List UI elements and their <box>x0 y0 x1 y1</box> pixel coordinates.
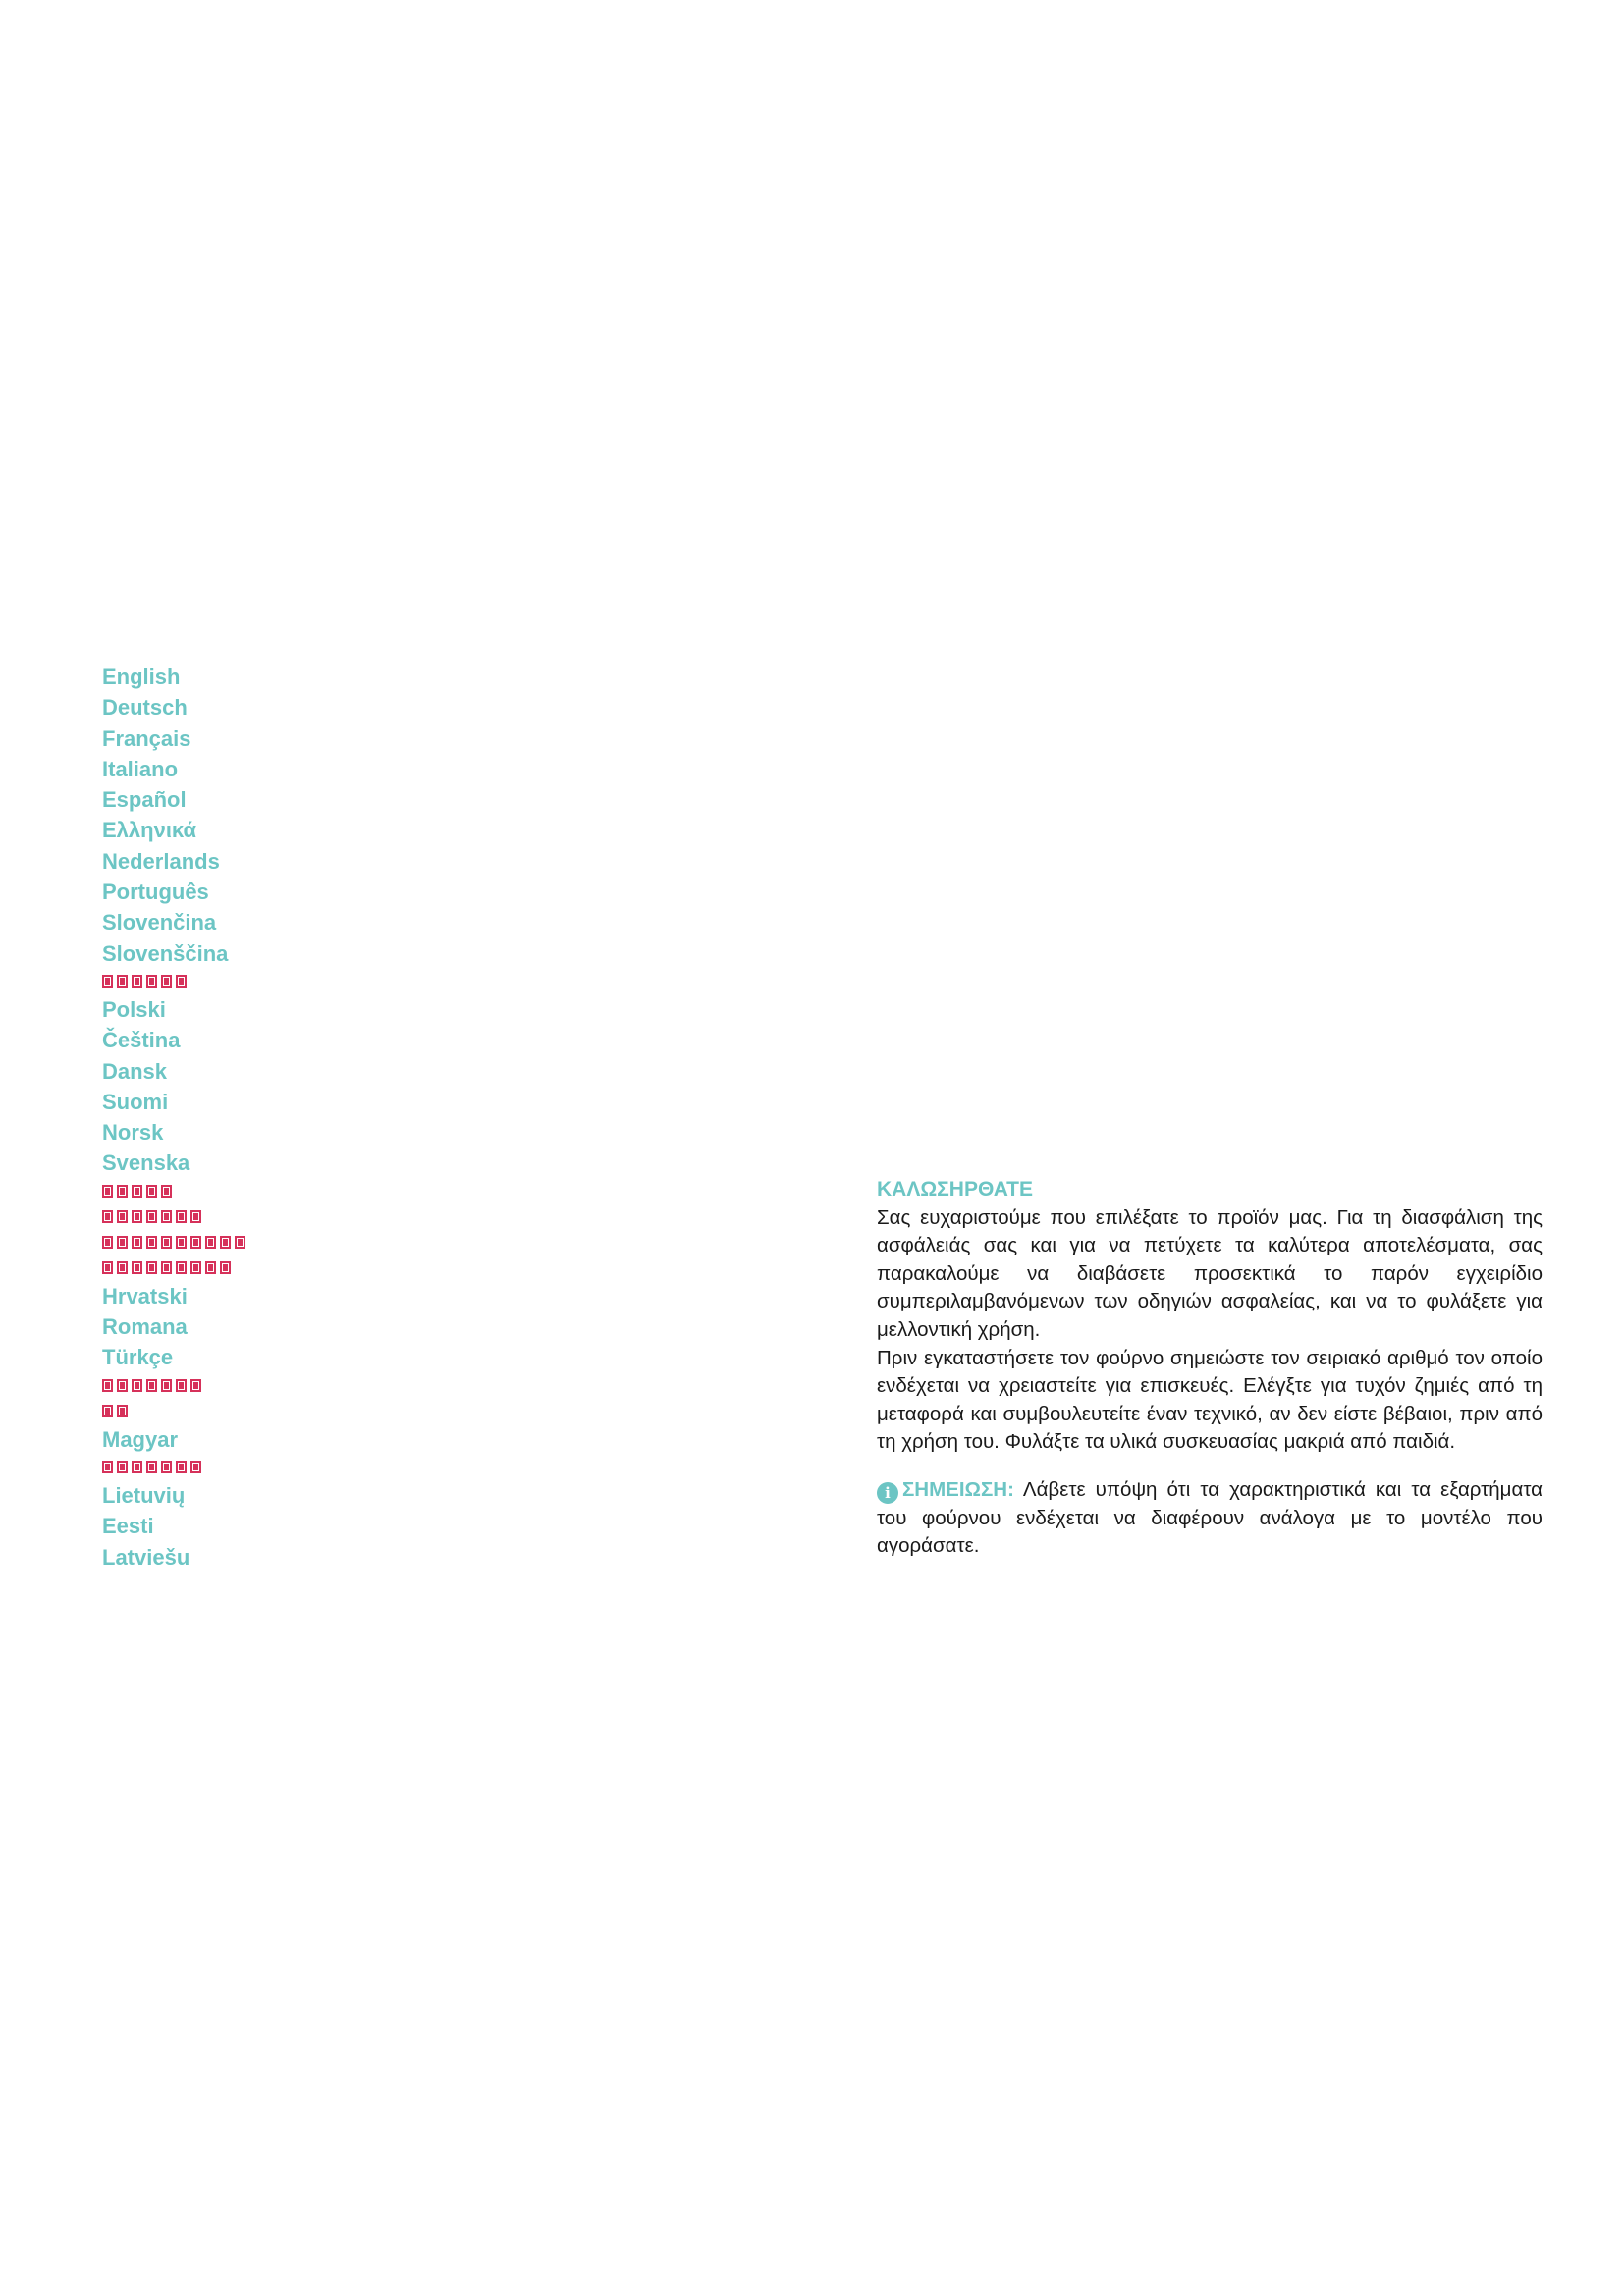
missing-glyph-icon <box>132 1236 142 1249</box>
missing-glyph-icon <box>146 1461 157 1473</box>
language-item: Magyar <box>102 1426 179 1452</box>
missing-glyph-icon <box>146 1210 157 1223</box>
welcome-paragraph-1: Σας ευχαριστούμε που επιλέξατε το προϊόν μας. Για τη διασφάλιση της ασφάλειάς σας και για να πετύχετε τα καλύτερα αποτελέσματα, σας παρακαλούμε να διαβάσετε προσεκτικά το παρόν εγχειρίδιο συμπεριλαμβανόμενων των οδηγιών ασφαλείας, και να το φυλάξετε για μελλοντική χρήση. <box>877 1205 1543 1341</box>
language-item: Svenska <box>102 1150 190 1176</box>
language-item: Eesti <box>102 1514 154 1539</box>
language-item: Dansk <box>102 1058 168 1084</box>
missing-glyph-icon <box>161 1236 172 1249</box>
language-item <box>102 1230 338 1255</box>
missing-glyph-icon <box>161 1261 172 1274</box>
missing-glyph-icon <box>146 975 157 988</box>
missing-glyph-icon <box>102 1461 113 1473</box>
missing-glyph-icon <box>102 1405 113 1417</box>
missing-glyph-icon <box>117 1461 128 1473</box>
missing-glyph-icon <box>117 975 128 988</box>
missing-glyph-icon <box>146 1379 157 1392</box>
missing-glyph-icon <box>132 1461 142 1473</box>
missing-glyph-icon <box>102 1379 113 1392</box>
missing-glyph-icon <box>102 975 113 988</box>
language-item: Polski <box>102 996 166 1022</box>
missing-glyph-icon <box>102 1210 113 1223</box>
missing-glyph-icon <box>117 1379 128 1392</box>
missing-glyph-icon <box>102 1261 113 1274</box>
language-item: Hrvatski <box>102 1283 188 1308</box>
language-item <box>102 1204 338 1230</box>
missing-glyph-icon <box>146 1261 157 1274</box>
missing-glyph-icon <box>176 975 187 988</box>
missing-glyph-icon <box>190 1236 201 1249</box>
missing-glyph-icon <box>117 1210 128 1223</box>
language-item: Lietuvių <box>102 1482 186 1508</box>
language-item: Suomi <box>102 1089 169 1114</box>
missing-glyph-icon <box>176 1379 187 1392</box>
welcome-section <box>877 1176 1543 1561</box>
language-item: Slovenščina <box>102 940 229 966</box>
missing-glyph-icon <box>190 1261 201 1274</box>
language-item: Español <box>102 787 187 813</box>
missing-glyph-icon <box>235 1236 245 1249</box>
language-item <box>102 1255 338 1281</box>
language-item: Norsk <box>102 1120 164 1146</box>
missing-glyph-icon <box>132 1379 142 1392</box>
language-item: Nederlands <box>102 848 220 874</box>
language-item: Čeština <box>102 1028 181 1053</box>
missing-glyph-icon <box>146 1185 157 1198</box>
language-item: Deutsch <box>102 695 188 721</box>
language-list <box>102 662 338 1573</box>
missing-glyph-icon <box>161 975 172 988</box>
missing-glyph-icon <box>176 1210 187 1223</box>
missing-glyph-icon <box>146 1236 157 1249</box>
language-item: Türkçe <box>102 1345 174 1370</box>
missing-glyph-icon <box>220 1236 231 1249</box>
note-block <box>877 1476 1543 1561</box>
language-item <box>102 1179 338 1204</box>
welcome-paragraph-2: Πριν εγκαταστήσετε τον φούρνο σημειώστε τον σειριακό αριθμό τον οποίο ενδέχεται να χρειαστείτε για επισκευές. Ελέγξτε για τυχόν ζημιές από τη μεταφορά και συμβουλευτείτε έναν τεχνικό, αν δεν είστε βέβαιοι, πριν από τη χρήση του. Φυλάξτε τα υλικά συσκευασίας μακριά από παιδιά. <box>877 1346 1543 1454</box>
language-item: Ελληνικά <box>102 818 196 843</box>
language-item: Romana <box>102 1314 188 1340</box>
note-label: ΣΗΜΕΙΩΣΗ: <box>902 1477 1014 1501</box>
missing-glyph-icon <box>132 975 142 988</box>
language-item <box>102 1455 338 1480</box>
missing-glyph-icon <box>132 1210 142 1223</box>
missing-glyph-icon <box>190 1210 201 1223</box>
missing-glyph-icon <box>102 1185 113 1198</box>
missing-glyph-icon <box>190 1461 201 1473</box>
missing-glyph-icon <box>117 1185 128 1198</box>
language-item: Slovenčina <box>102 910 217 935</box>
language-item: Français <box>102 725 191 751</box>
missing-glyph-icon <box>132 1261 142 1274</box>
language-item <box>102 969 338 994</box>
language-item: Português <box>102 880 209 905</box>
missing-glyph-icon <box>132 1185 142 1198</box>
welcome-heading: ΚΑΛΩΣΗΡΘΑΤΕ <box>877 1178 1033 1201</box>
missing-glyph-icon <box>117 1236 128 1249</box>
missing-glyph-icon <box>161 1379 172 1392</box>
missing-glyph-icon <box>205 1261 216 1274</box>
missing-glyph-icon <box>102 1236 113 1249</box>
note-text: Λάβετε υπόψη ότι τα χαρακτηριστικά και τα εξαρτήματα του φούρνου ενδέχεται να διαφέρουν ανάλογα με το μοντέλο που αγοράσατε. <box>877 1477 1543 1558</box>
language-item: Italiano <box>102 756 179 781</box>
language-item <box>102 1373 338 1399</box>
missing-glyph-icon <box>205 1236 216 1249</box>
language-item: English <box>102 665 181 689</box>
missing-glyph-icon <box>220 1261 231 1274</box>
missing-glyph-icon <box>176 1261 187 1274</box>
missing-glyph-icon <box>161 1185 172 1198</box>
language-item <box>102 1399 338 1424</box>
info-icon: i <box>877 1482 898 1504</box>
missing-glyph-icon <box>176 1236 187 1249</box>
missing-glyph-icon <box>190 1379 201 1392</box>
missing-glyph-icon <box>117 1405 128 1417</box>
missing-glyph-icon <box>161 1210 172 1223</box>
language-item: Latviešu <box>102 1544 190 1570</box>
missing-glyph-icon <box>176 1461 187 1473</box>
missing-glyph-icon <box>117 1261 128 1274</box>
missing-glyph-icon <box>161 1461 172 1473</box>
